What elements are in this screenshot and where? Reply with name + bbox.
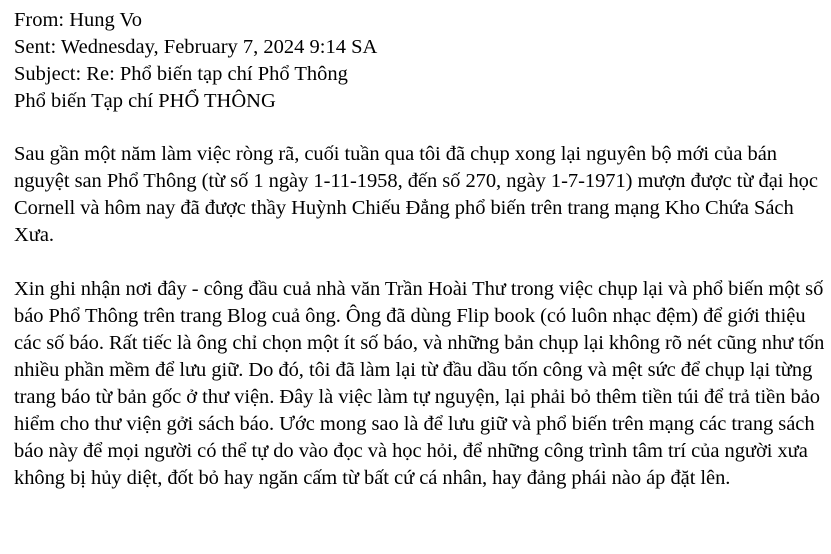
email-message	[14, 7, 826, 492]
sent-line: Sent: Wednesday, February 7, 2024 9:14 SA	[14, 36, 378, 58]
from-line: From: Hung Vo	[14, 9, 142, 31]
email-body	[14, 141, 826, 492]
subject-line: Subject: Re: Phổ biến tạp chí Phổ Thông	[14, 63, 348, 85]
email-header	[14, 7, 826, 115]
body-paragraph-1: Sau gần một năm làm việc ròng rã, cuối tuần qua tôi đã chụp xong lại nguyên bộ mới của bán nguyệt san Phổ Thông (từ số 1 ngày 1-11-1958, đến số 270, ngày 1-7-1971) mượn được từ đại học Cornell và hôm nay đã được thầy Huỳnh Chiếu Đẳng phổ biến trên trang mạng Kho Chứa Sách Xưa.	[14, 143, 818, 246]
body-paragraph-2: Xin ghi nhận nơi đây - công đầu cuả nhà văn Trần Hoài Thư trong việc chụp lại và phổ biến một số báo Phổ Thông trên trang Blog cuả ông. Ông đã dùng Flip book (có luôn nhạc đệm) để giới thiệu các số báo. Rất tiếc là ông chỉ chọn một ít số báo, và những bản chụp lại không rõ nét cũng như tốn nhiều phần mềm để lưu giữ. Do đó, tôi đã làm lại từ đầu dầu tốn công và mệt sức để chụp lại từng trang báo từ bản gốc ở thư viện. Đây là việc làm tự nguyện, lại phải bỏ thêm tiền túi để trả tiền bảo hiểm cho thư viện gởi sách báo. Ước mong sao là để lưu giữ và phổ biến trên mạng các trang sách báo này để mọi người có thể tự do vào đọc và học hỏi, để những công trình tâm trí của người xưa không bị hủy diệt, đốt bỏ hay ngăn cấm từ bất cứ cá nhân, hay đảng phái nào áp đặt lên.	[14, 278, 825, 489]
message-title: Phổ biến Tạp chí PHỔ THÔNG	[14, 90, 276, 112]
